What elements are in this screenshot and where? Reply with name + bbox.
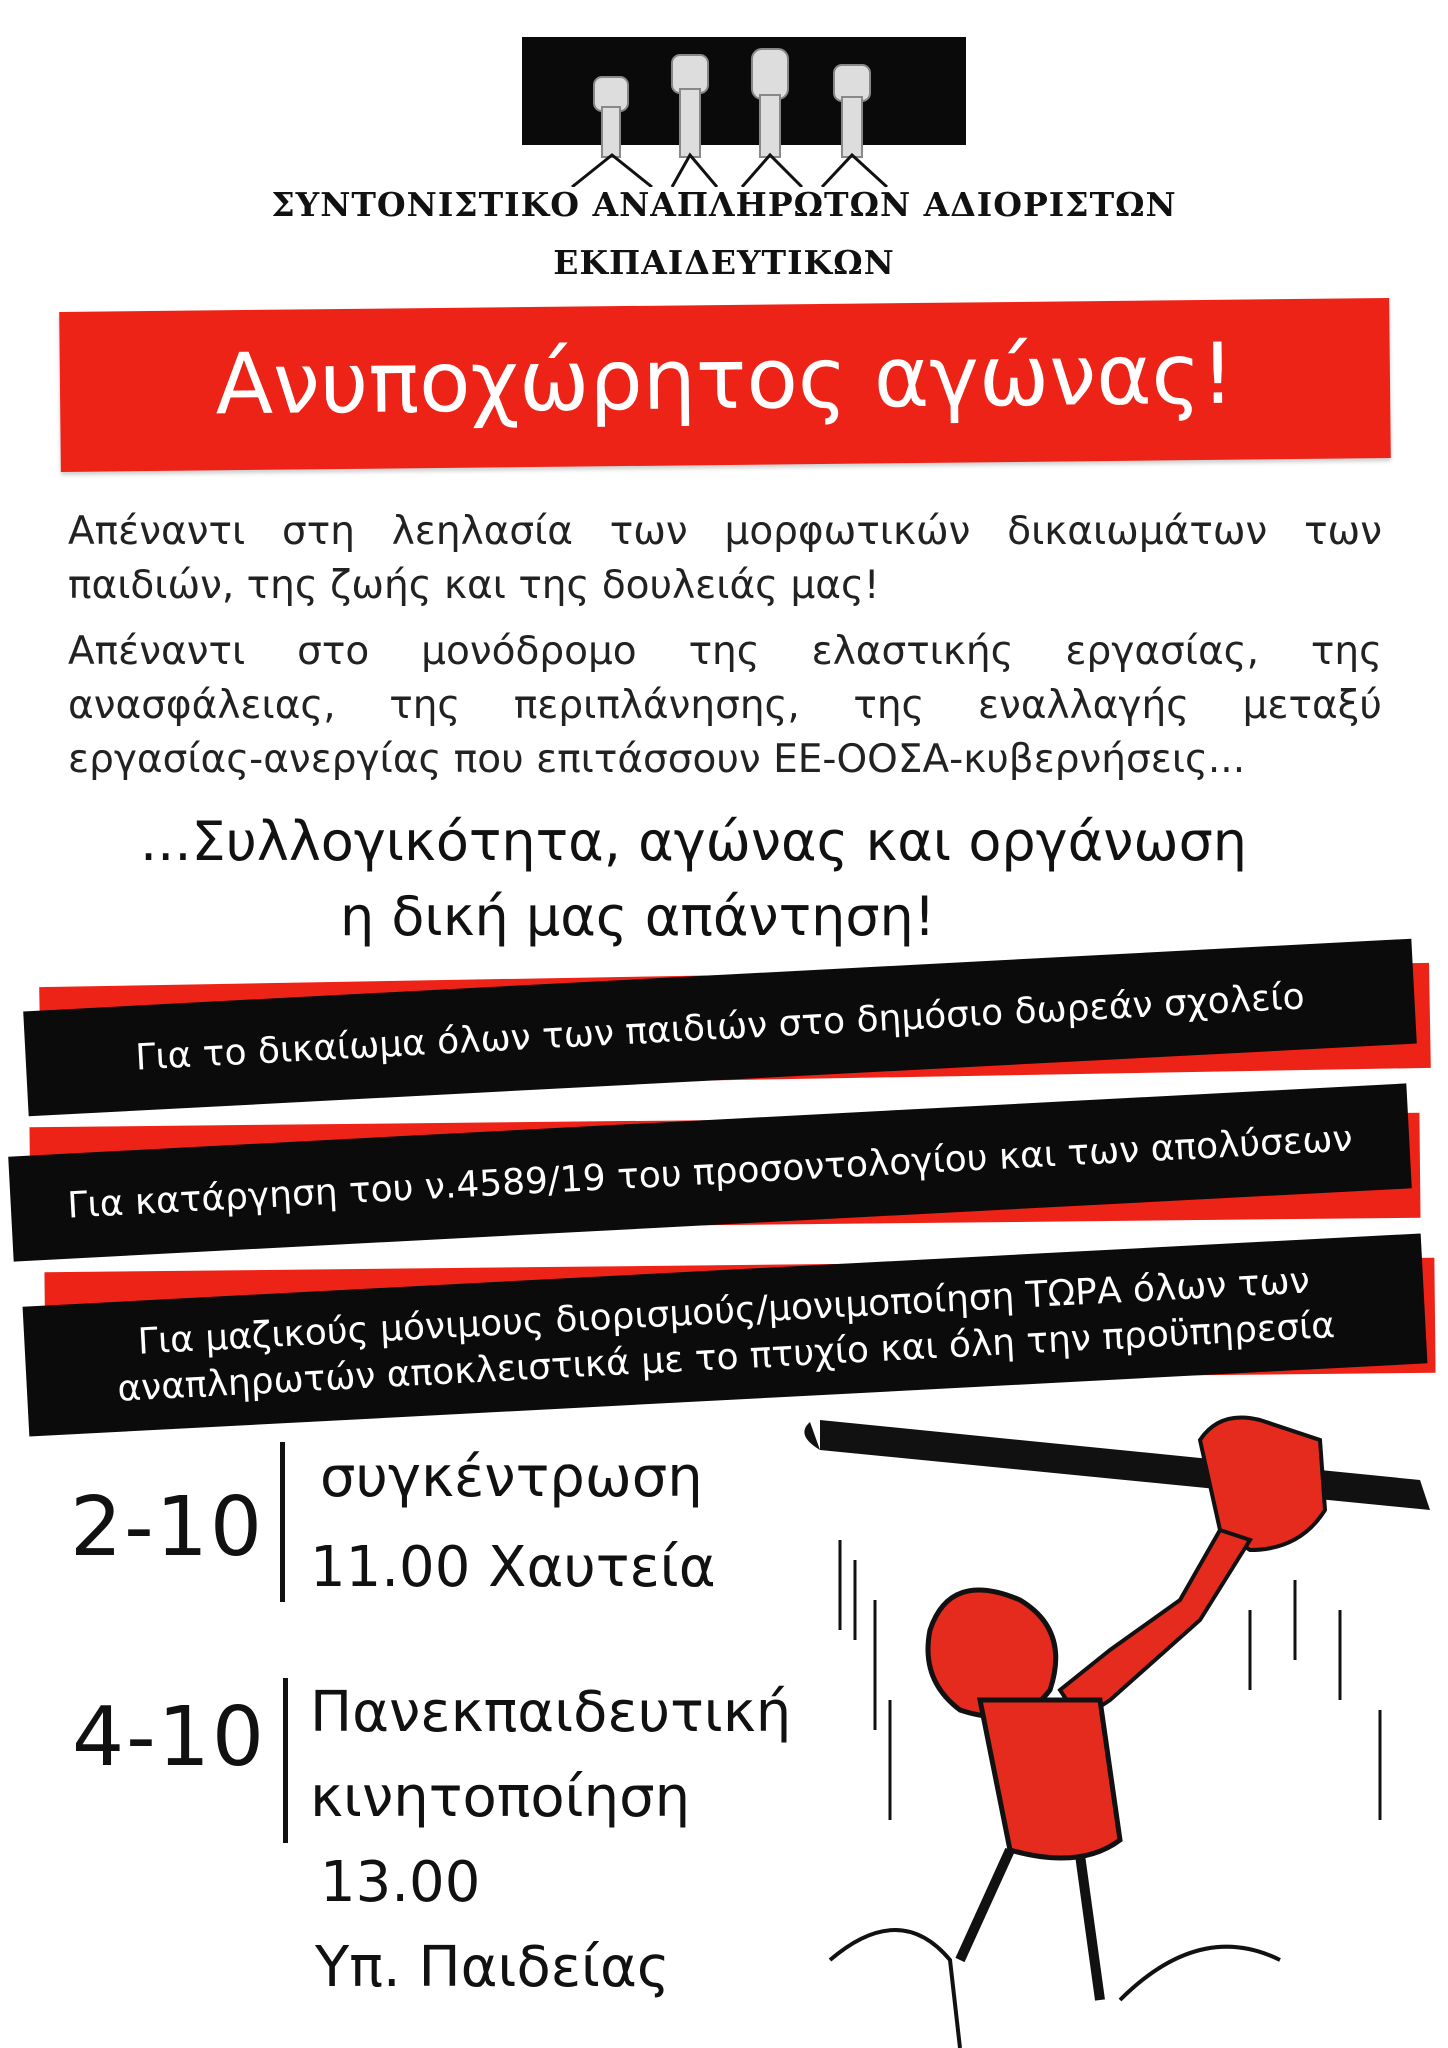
divider (280, 1442, 285, 1602)
demand-banner-2 (8, 1083, 1412, 1261)
event-text: Πανεκπαιδευτική (310, 1680, 792, 1745)
intro-paragraph-2: Απέναντι στο μονόδρομο της ελαστικής εργασίας, της ανασφάλειας, της περιπλάνησης, της εναλλαγής μεταξύ εργασίας-ανεργίας που επιτάσσουν ΕΕ-ΟΟΣΑ-κυβερνήσεις... (68, 629, 1382, 782)
demand-text: Για κατάργηση του ν.4589/19 του προσοντολογίου και των απολύσεων (66, 1117, 1354, 1227)
event-text: κινητοποίηση (310, 1765, 691, 1830)
event-date: 2-10 (70, 1480, 265, 1575)
poster-title: Ανυποχώρητος αγώνας! (214, 324, 1236, 434)
event-date: 4-10 (72, 1690, 267, 1785)
demand-text: Για το δικαίωμα όλων των παιδιών στο δημόσιο δωρεάν σχολείο (134, 975, 1306, 1079)
raised-fists-icon (522, 37, 966, 187)
event-text: συγκέντρωση (320, 1445, 703, 1510)
figure-holding-pen-illustration (780, 1400, 1448, 2048)
demand-banner-1 (23, 939, 1417, 1117)
event-text: 13.00 (320, 1850, 481, 1915)
demand-text: Για μαζικούς μόνιμους διορισμούς/μονιμοποίηση ΤΩΡΑ όλων των αναπληρωτών αποκλειστικά με το πτυχίο και όλη την προϋπηρεσία (116, 1260, 1336, 1410)
organization-logo (522, 37, 966, 145)
event-text: Υπ. Παιδείας (315, 1935, 670, 2000)
event-text: 11.00 Χαυτεία (310, 1535, 716, 1600)
divider (283, 1678, 288, 1843)
organization-name-line2: ΕΚΠΑΙΔΕΥΤΙΚΩΝ (553, 243, 895, 282)
intro-paragraph-1: Απέναντι στη λεηλασία των μορφωτικών δικαιωμάτων των παιδιών, της ζωής και της δουλειάς μας! (68, 509, 1382, 608)
organization-name: ΣΥΝΤΟΝΙΣΤΙΚΟ ΑΝΑΠΛΗΡΩΤΩΝ ΑΔΙΟΡΙΣΤΩΝ (271, 185, 1177, 224)
slogan-line-2: η δική μας απάντηση! (340, 885, 936, 948)
pen-icon (820, 1420, 1430, 1510)
slogan-line-1: ...Συλλογικότητα, αγώνας και οργάνωση (140, 810, 1248, 873)
